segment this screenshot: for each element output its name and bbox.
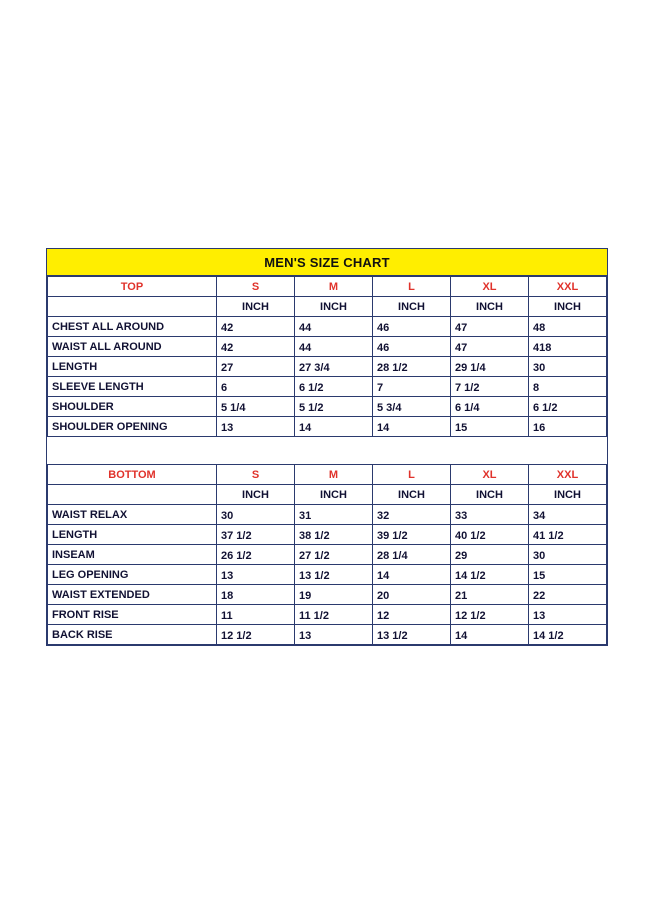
bottom-unit-xl: INCH [451,485,529,505]
measurement-value: 47 [451,317,529,337]
measurement-value: 22 [529,585,607,605]
measurement-name: SLEEVE LENGTH [48,377,217,397]
measurement-value: 30 [529,545,607,565]
measurement-value: 6 1/2 [529,397,607,417]
bottom-unit-s: INCH [217,485,295,505]
table-row [48,545,607,565]
measurement-value: 31 [295,505,373,525]
measurement-value: 26 1/2 [217,545,295,565]
measurement-value: 5 1/4 [217,397,295,417]
bottom-unit-xxl: INCH [529,485,607,505]
measurement-name: SHOULDER [48,397,217,417]
measurement-value: 6 1/2 [295,377,373,397]
measurement-value: 29 [451,545,529,565]
measurement-value: 12 1/2 [217,625,295,645]
table-row [48,505,607,525]
measurement-value: 6 [217,377,295,397]
measurement-value: 19 [295,585,373,605]
measurement-value: 16 [529,417,607,437]
measurement-name: WAIST EXTENDED [48,585,217,605]
table-row [48,625,607,645]
top-size-l: L [373,277,451,297]
measurement-value: 48 [529,317,607,337]
measurement-value: 32 [373,505,451,525]
bottom-size-xxl: XXL [529,465,607,485]
measurement-value: 42 [217,317,295,337]
measurement-value: 47 [451,337,529,357]
measurement-value: 418 [529,337,607,357]
measurement-value: 13 [217,565,295,585]
top-size-s: S [217,277,295,297]
measurement-value: 21 [451,585,529,605]
measurement-value: 7 [373,377,451,397]
table-row [48,397,607,417]
measurement-value: 46 [373,317,451,337]
measurement-value: 12 1/2 [451,605,529,625]
spacer-cell [48,437,607,465]
measurement-value: 14 [451,625,529,645]
table-row [48,565,607,585]
measurement-value: 27 [217,357,295,377]
measurement-value: 37 1/2 [217,525,295,545]
measurement-value: 20 [373,585,451,605]
measurement-name: LENGTH [48,525,217,545]
measurement-value: 42 [217,337,295,357]
measurement-name: WAIST RELAX [48,505,217,525]
bottom-size-xl: XL [451,465,529,485]
table-row [48,525,607,545]
table-row [48,605,607,625]
top-unit-xl: INCH [451,297,529,317]
top-unit-row [48,297,607,317]
size-chart [46,248,608,646]
measurement-value: 44 [295,337,373,357]
bottom-size-l: L [373,465,451,485]
measurement-value: 6 1/4 [451,397,529,417]
measurement-value: 13 [295,625,373,645]
measurement-value: 14 [373,417,451,437]
bottom-size-s: S [217,465,295,485]
measurement-name: INSEAM [48,545,217,565]
measurement-name: CHEST ALL AROUND [48,317,217,337]
measurement-name: LEG OPENING [48,565,217,585]
measurement-value: 41 1/2 [529,525,607,545]
measurement-value: 8 [529,377,607,397]
measurement-value: 27 1/2 [295,545,373,565]
measurement-value: 15 [451,417,529,437]
top-unit-xxl: INCH [529,297,607,317]
measurement-value: 15 [529,565,607,585]
measurement-value: 33 [451,505,529,525]
chart-title: MEN'S SIZE CHART [47,249,607,276]
top-unit-blank [48,297,217,317]
measurement-value: 30 [217,505,295,525]
section-spacer [48,437,607,465]
measurement-name: BACK RISE [48,625,217,645]
measurement-value: 11 [217,605,295,625]
top-size-m: M [295,277,373,297]
bottom-size-m: M [295,465,373,485]
measurement-value: 5 3/4 [373,397,451,417]
measurement-value: 14 1/2 [451,565,529,585]
measurement-value: 29 1/4 [451,357,529,377]
measurement-value: 12 [373,605,451,625]
top-section-label: TOP [48,277,217,297]
bottom-unit-row [48,485,607,505]
measurement-value: 5 1/2 [295,397,373,417]
measurement-value: 28 1/4 [373,545,451,565]
measurement-value: 13 1/2 [373,625,451,645]
table-row [48,357,607,377]
top-unit-m: INCH [295,297,373,317]
measurement-name: SHOULDER OPENING [48,417,217,437]
table-row [48,585,607,605]
measurement-value: 39 1/2 [373,525,451,545]
table-row [48,417,607,437]
top-unit-l: INCH [373,297,451,317]
bottom-size-header-row [48,465,607,485]
measurement-value: 44 [295,317,373,337]
measurement-value: 13 [217,417,295,437]
measurement-value: 38 1/2 [295,525,373,545]
measurement-value: 18 [217,585,295,605]
measurement-value: 30 [529,357,607,377]
measurement-name: FRONT RISE [48,605,217,625]
measurement-value: 34 [529,505,607,525]
table-row [48,377,607,397]
size-table [47,276,607,645]
bottom-section-label: BOTTOM [48,465,217,485]
top-size-header-row [48,277,607,297]
bottom-unit-m: INCH [295,485,373,505]
top-unit-s: INCH [217,297,295,317]
measurement-value: 46 [373,337,451,357]
measurement-value: 11 1/2 [295,605,373,625]
top-size-xxl: XXL [529,277,607,297]
measurement-value: 40 1/2 [451,525,529,545]
measurement-name: LENGTH [48,357,217,377]
measurement-value: 14 1/2 [529,625,607,645]
measurement-value: 7 1/2 [451,377,529,397]
measurement-value: 13 1/2 [295,565,373,585]
measurement-value: 28 1/2 [373,357,451,377]
measurement-value: 14 [295,417,373,437]
measurement-value: 13 [529,605,607,625]
measurement-name: WAIST ALL AROUND [48,337,217,357]
bottom-unit-blank [48,485,217,505]
top-size-xl: XL [451,277,529,297]
table-row [48,317,607,337]
bottom-unit-l: INCH [373,485,451,505]
table-row [48,337,607,357]
measurement-value: 27 3/4 [295,357,373,377]
measurement-value: 14 [373,565,451,585]
